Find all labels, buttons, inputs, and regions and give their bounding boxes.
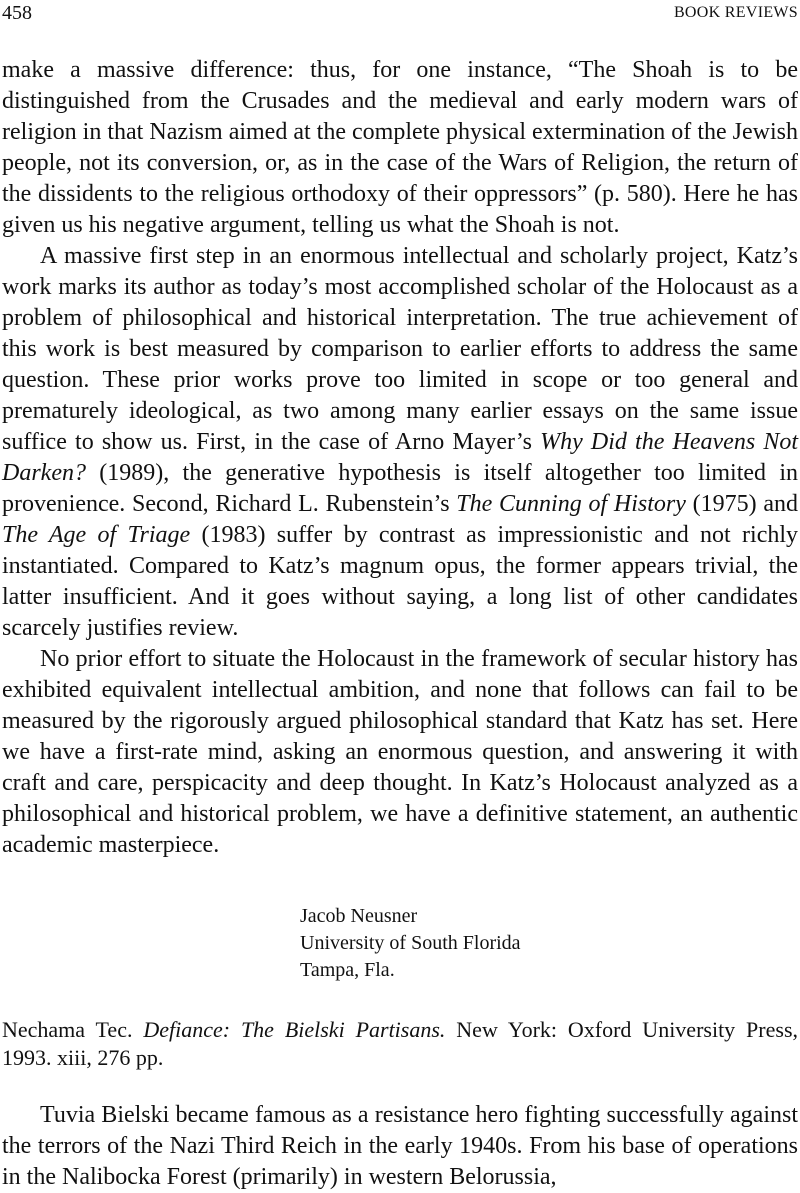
reviewer-signature [300, 903, 521, 984]
book-title-why-did-the-heavens: Why Did the Heavens Not Darken? [2, 429, 798, 486]
review-body [2, 55, 798, 861]
paragraph-3: No prior effort to situate the Holocaust in the framework of secular history has exhibited equivalent intellectual ambition, and none that follows can fail to be measured by the rigorously argued philosophical standard that Katz has set. Here we have a first-rate mind, asking an enormous question, and answering it with craft and care, perspicacity and deep thought. In Katz’s Holocaust analyzed as a philosophical and historical problem, we have a definitive statement, an authentic academic masterpiece. [2, 646, 798, 858]
paragraph-2-text-e: (1975) and [685, 491, 799, 517]
paragraph-2-text-a: A massive first step in an enormous intellectual and scholarly project, Katz’s work marks its author as today’s most accomplished scholar of the Holocaust as a problem of philosophical and historical interpretation. The true achievement of this work is best measured by comparison to earlier efforts to address the same question. These prior works prove too limited in scope or too general and prematurely ideological, as two among many earlier essays on the same issue suffice to show us. First, in the case of Arno Mayer’s [2, 243, 798, 455]
reviewer-name: Jacob Neusner [300, 905, 418, 927]
reviewer-affiliation: University of South Florida [300, 932, 521, 954]
paragraph-2-text-c: (1989), the generative hypothesis is itself altogether too limited in provenience. Second, Richard L. Rubenstein’s [2, 460, 798, 517]
page-number: 458 [2, 2, 32, 24]
reviewer-location: Tampa, Fla. [300, 959, 395, 981]
citation-author: Nechama Tec. [2, 1017, 144, 1042]
paragraph-1: make a massive difference: thus, for one instance, “The Shoah is to be distinguished from the Crusades and the medieval and early modern wars of religion in that Nazism aimed at the complete physical extermination of the Jewish people, not its conversion, or, as in the case of the Wars of Religion, the return of the dissidents to the religious orthodoxy of their oppressors” (p. 580). Here he has given us his negative argument, telling us what the Shoah is not. [2, 57, 798, 238]
book-title-cunning-of-history: The Cunning of History [456, 491, 686, 517]
next-review-citation [2, 1016, 798, 1072]
next-review-opening: Tuvia Bielski became famous as a resistance hero fighting successfully against the terrors of the Nazi Third Reich in the early 1940s. From his base of operations in the Nalibocka Forest (primarily) in western Belorussia, [2, 1102, 798, 1190]
running-title: BOOK REVIEWS [673, 4, 798, 21]
paragraph-2-text-g: (1983) suffer by contrast as impressionistic and not richly instantiated. Compared to Katz’s magnum opus, the former appears trivial, the latter insufficient. And it goes without saying, a long list of other candidates scarcely justifies review. [2, 522, 799, 641]
citation-title: Defiance: The Bielski Partisans. [143, 1017, 446, 1042]
citation-publication: New York: Oxford University Press, 1993. xiii, 276 pp. [2, 1017, 799, 1070]
page-header [2, 0, 798, 26]
next-review-body [2, 1100, 798, 1193]
book-title-age-of-triage: The Age of Triage [2, 522, 191, 548]
paragraph-2 [2, 241, 798, 644]
